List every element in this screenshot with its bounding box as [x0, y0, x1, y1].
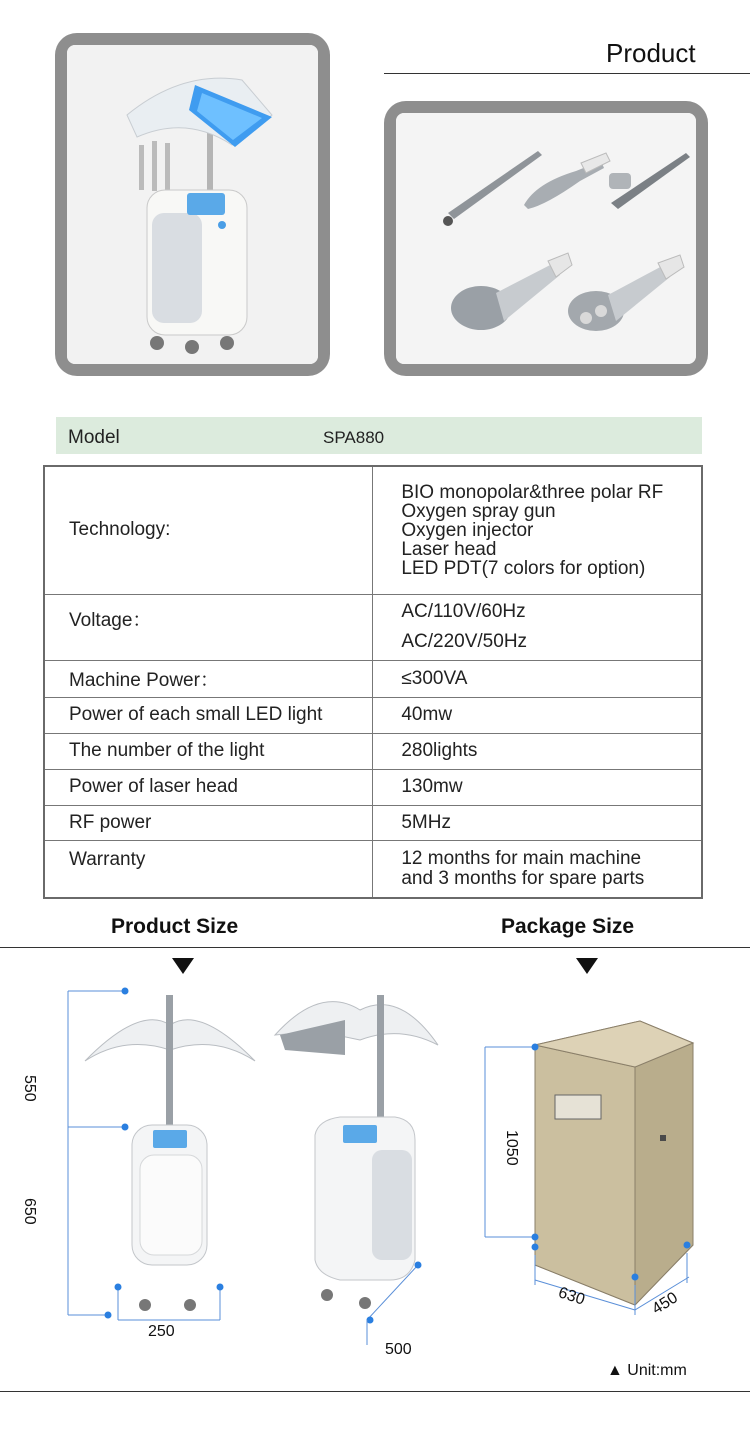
spec-label: Power of laser head [44, 769, 373, 805]
table-row [44, 660, 702, 697]
model-value: SPA880 [323, 428, 385, 447]
spec-label: Voltage： [44, 594, 373, 660]
spec-line: AC/220V/50Hz [401, 631, 528, 652]
table-row [44, 594, 702, 660]
spec-line: BIO monopolar&three polar RF [401, 481, 664, 503]
machine-illustration [67, 45, 318, 364]
dim-width: 250 [148, 1323, 175, 1340]
spec-value: 280lights [373, 733, 702, 769]
model-label: Model [68, 427, 120, 448]
spec-value: 40mw [373, 697, 702, 733]
spec-line: Oxygen injector [401, 519, 534, 541]
spec-value: 5MHz [373, 805, 702, 840]
handpieces-photo [396, 113, 696, 364]
spec-value [373, 466, 702, 594]
title-underline [384, 73, 750, 74]
model-bar [56, 417, 702, 454]
spec-value [373, 594, 702, 660]
package-size-heading: Package Size [501, 915, 635, 938]
spec-label: The number of the light [44, 733, 373, 769]
table-row [44, 769, 702, 805]
machine-photo [67, 45, 318, 364]
spec-label: Machine Power： [44, 660, 373, 697]
spec-label: Power of each small LED light [44, 697, 373, 733]
spec-line: LED PDT(7 colors for option) [401, 557, 646, 579]
spec-line: and 3 months for spare parts [401, 867, 645, 889]
handpieces-photo-frame [384, 101, 708, 376]
spec-label: RF power [44, 805, 373, 840]
package-size-diagram [455, 1015, 745, 1325]
section-divider [0, 947, 750, 948]
page-title: Product [606, 38, 696, 68]
dim-package-height: 1050 [503, 1130, 520, 1166]
spec-line: AC/110V/60Hz [401, 601, 526, 622]
unit-note: ▲ Unit:mm [607, 1362, 687, 1379]
dim-package-width: 630 [556, 1284, 587, 1309]
spec-line: 12 months for main machine [401, 847, 642, 869]
spec-line: Laser head [401, 538, 497, 560]
bottom-divider [0, 1391, 750, 1392]
table-row [44, 805, 702, 840]
dim-upper-height: 550 [21, 1075, 38, 1102]
handpieces-illustration [396, 113, 696, 364]
spec-line: Oxygen spray gun [401, 500, 556, 522]
spec-table [43, 465, 703, 899]
machine-photo-frame [55, 33, 330, 376]
down-arrow-icon [172, 958, 194, 974]
table-row [44, 466, 702, 594]
table-row [44, 697, 702, 733]
table-row [44, 733, 702, 769]
spec-value: 130mw [373, 769, 702, 805]
spec-label: Technology: [44, 466, 373, 594]
down-arrow-icon [576, 958, 598, 974]
dim-lower-height: 650 [21, 1198, 38, 1225]
spec-value [373, 840, 702, 898]
product-size-diagram [0, 975, 460, 1365]
dim-package-depth: 450 [649, 1289, 681, 1318]
spec-value: ≤300VA [373, 660, 702, 697]
table-row [44, 840, 702, 898]
product-size-heading: Product Size [111, 915, 239, 938]
dim-depth: 500 [385, 1341, 412, 1358]
spec-label: Warranty [44, 840, 373, 898]
